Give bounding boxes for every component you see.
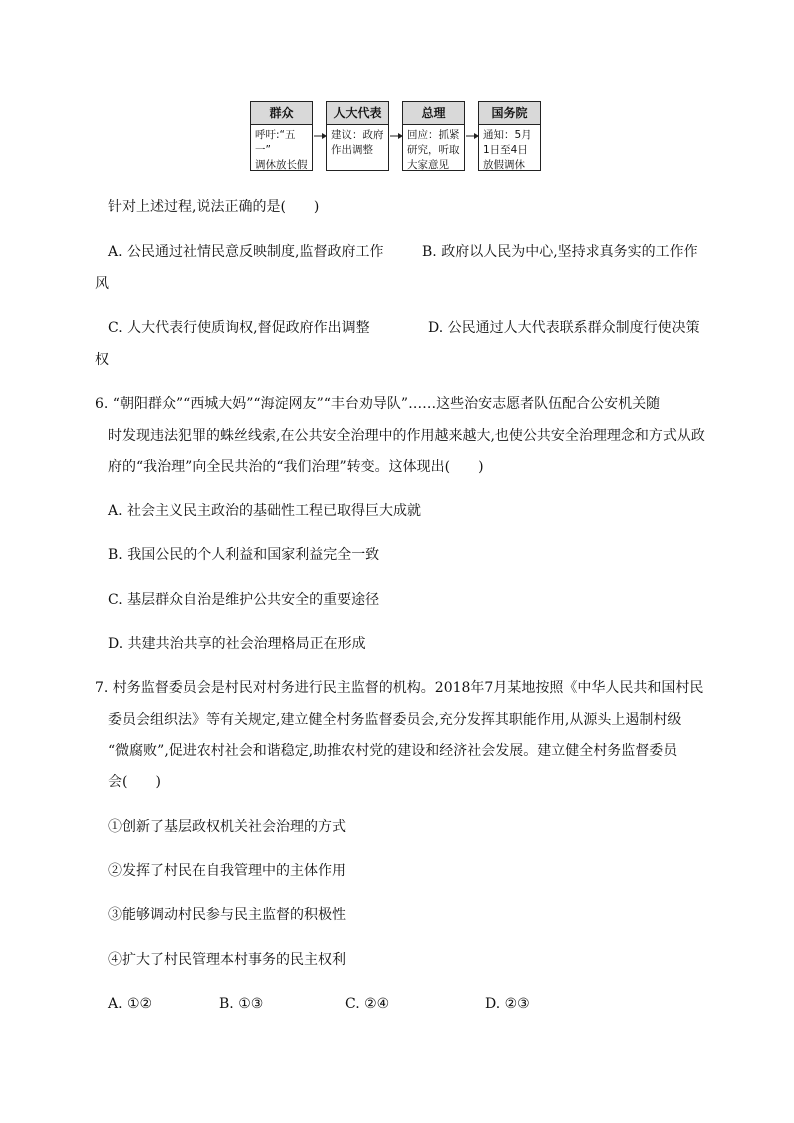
q7-item-3: ③能够调动村民参与民主监督的积极性 bbox=[108, 907, 346, 923]
q6-option-b: B. 我国公民的个人利益和国家利益完全一致 bbox=[108, 547, 380, 563]
flow-box-text: 放假调休 bbox=[483, 159, 525, 171]
flow-box-text: 大家意见 bbox=[407, 159, 449, 171]
flow-box-masses bbox=[250, 101, 313, 171]
q5-option-d-cont: 权 bbox=[95, 352, 109, 368]
q7-item-4: ④扩大了村民管理本村事务的民主权利 bbox=[108, 952, 346, 968]
flowchart bbox=[250, 101, 542, 173]
q7-stem-line: 会( ) bbox=[108, 774, 161, 790]
q7-choice-d: D. ②③ bbox=[485, 996, 530, 1012]
q5-option-b: B. 政府以人民为中心,坚持求真务实的工作作 bbox=[422, 244, 698, 260]
q5-option-b-cont: 风 bbox=[95, 276, 109, 292]
q6-option-c: C. 基层群众自治是维护公共安全的重要途径 bbox=[108, 592, 380, 608]
q7-choice-a: A. ①② bbox=[108, 996, 153, 1012]
q7-stem-line: “微腐败”,促进农村社会和谐稳定,助推农村党的建设和经济社会发展。建立健全村务监督委员 bbox=[108, 743, 678, 759]
flow-box-text: 回应：抓紧 bbox=[407, 129, 460, 141]
flow-box-title: 人大代表 bbox=[327, 102, 388, 125]
q7-stem-line: 委员会组织法》等有关规定,建立健全村务监督委员会,充分发挥其职能作用,从源头上遏制村级 bbox=[108, 712, 682, 728]
flow-box-title: 总理 bbox=[403, 102, 464, 125]
q5-option-d: D. 公民通过人大代表联系群众制度行使决策 bbox=[428, 320, 700, 336]
q6-stem-line: 6. “朝阳群众”“西城大妈”“海淀网友”“丰台劝导队”……这些治安志愿者队伍配合公安机关随 bbox=[95, 396, 661, 412]
q6-stem-line: 时发现违法犯罪的蛛丝线索,在公共安全治理中的作用越来越大,也使公共安全治理理念和方式从政 bbox=[108, 428, 705, 444]
q6-option-a: A. 社会主义民主政治的基础性工程已取得巨大成就 bbox=[108, 503, 422, 519]
q7-choice-c: C. ②④ bbox=[345, 996, 390, 1012]
flow-box-npc-deputy bbox=[326, 101, 389, 171]
flow-box-title: 群众 bbox=[251, 102, 312, 125]
flow-box-text: 呼吁:“五一” bbox=[255, 129, 296, 156]
flow-box-state-council bbox=[478, 101, 541, 171]
q6-option-d: D. 共建共治共享的社会治理格局正在形成 bbox=[108, 636, 366, 652]
q5-stem: 针对上述过程,说法正确的是( ) bbox=[108, 199, 320, 215]
flow-box-text: 作出调整 bbox=[331, 144, 373, 156]
q7-stem-line: 7. 村务监督委员会是村民对村务进行民主监督的机构。2018年7月某地按照《中华人民共和国村民 bbox=[95, 680, 704, 696]
flow-box-text: 调休放长假 bbox=[255, 159, 308, 171]
q6-stem-line: 府的“我治理”向全民共治的“我们治理”转变。这体现出( ) bbox=[108, 459, 484, 475]
flow-box-text: 建议：政府 bbox=[331, 129, 384, 141]
q7-item-1: ①创新了基层政权机关社会治理的方式 bbox=[108, 819, 346, 835]
q7-item-2: ②发挥了村民在自我管理中的主体作用 bbox=[108, 863, 346, 879]
q7-choice-b: B. ①③ bbox=[219, 996, 264, 1012]
q5-option-a: A. 公民通过社情民意反映制度,监督政府工作 bbox=[108, 244, 384, 260]
flow-box-premier bbox=[402, 101, 465, 171]
flow-box-text: 研究，听取 bbox=[407, 144, 460, 156]
flow-box-title: 国务院 bbox=[479, 102, 540, 125]
q5-option-c: C. 人大代表行使质询权,督促政府作出调整 bbox=[108, 320, 370, 336]
flow-box-text: 1日至4日 bbox=[483, 144, 528, 156]
flow-box-text: 通知：5月 bbox=[483, 129, 532, 141]
